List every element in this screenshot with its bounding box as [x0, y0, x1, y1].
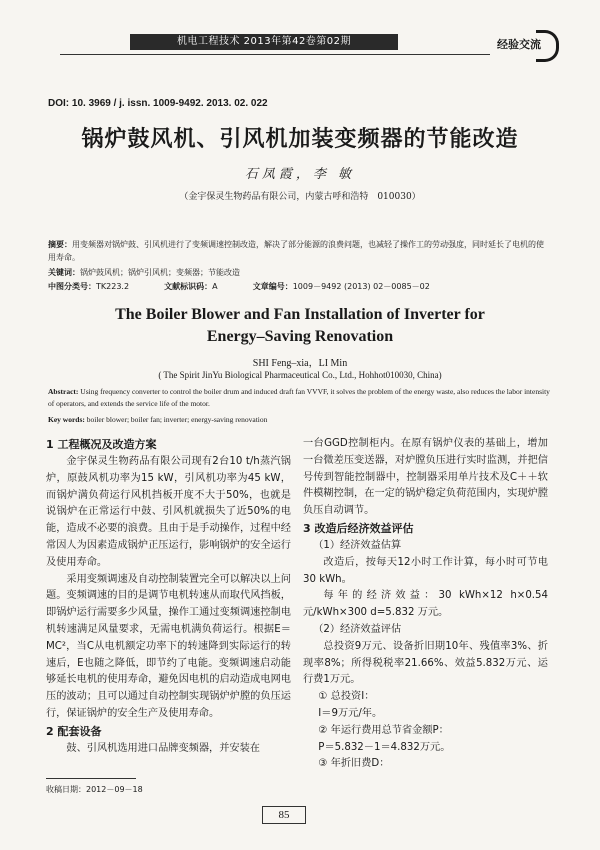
section-heading-3: 3 改造后经济效益评估	[303, 521, 414, 535]
clc-value: TK223.2	[96, 282, 130, 291]
header-divider	[60, 54, 490, 55]
subsection-3-2-paragraph-1: 总投资9万元、设备折旧期10年、残值率3%、折现率8%；所得税税率21.66%、效益5.832万元、运行费1万元。	[303, 640, 548, 686]
authors-en: SHI Feng–xia，LI Min	[252, 358, 348, 369]
item-annual-depreciation: ③ 年折旧费D：	[318, 758, 390, 770]
authors-cn: 石凤霞，李 敏	[244, 167, 356, 182]
abstract-en-text: Using frequency converter to control the boiler drum and induced draft fan VVVF, it solves the problem of the energy waste, also reduces the labor intensity of operators, and extends the service life of the motor.	[48, 387, 550, 408]
received-date: 收稿日期：2012－09－18	[46, 785, 143, 794]
body-column-right	[303, 436, 548, 773]
keywords-en	[48, 414, 556, 426]
equation-total-investment: I＝9万元/年。	[318, 707, 383, 719]
item-annual-savings: ② 年运行费用总节省金额P：	[318, 724, 449, 736]
article-number-value: 1009－9492 (2013) 02－0085－02	[292, 282, 430, 291]
doc-code-value: A	[212, 282, 218, 291]
keywords-cn-label: 关键词：	[48, 268, 80, 277]
section-tag-arc-icon	[536, 30, 559, 62]
section-heading-1: 1 工程概况及改造方案	[46, 438, 157, 451]
abstract-en	[48, 386, 556, 410]
subsection-3-2: （2）经济效益评估	[313, 623, 402, 635]
section-tag: 经验交流	[497, 38, 541, 51]
abstract-cn	[48, 238, 548, 264]
item-total-investment: ① 总投资I：	[318, 691, 375, 703]
section-2-paragraph-1-cont: 一台GGD控制柜内。在原有锅炉仪表的基础上，增加一台微差压变送器，对炉膛负压进行实时监测，并把信号传到智能控制器中，控制器采用单片技术及C＋＋软件模糊控制，在一定的锅炉稳定负荷范围内，实现炉膛负压自动调节。	[303, 438, 548, 517]
abstract-cn-text: 用变频器对锅炉鼓、引风机进行了变频调速控制改造，解决了部分能源的浪费问题，也减轻了操作工的劳动强度，同时延长了电机的使用寿命。	[48, 240, 544, 262]
section-2-paragraph-1: 鼓、引风机选用进口品牌变频器，并安装在	[66, 742, 260, 754]
journal-header: 机电工程技术 2013年第42卷第02期	[130, 34, 398, 50]
section-heading-2: 2 配套设备	[46, 724, 102, 738]
abstract-en-label: Abstract:	[48, 387, 79, 396]
clc-label: 中图分类号：	[48, 282, 96, 291]
keywords-cn	[48, 266, 548, 279]
equation-annual-savings: P＝5.832－1＝4.832万元。	[318, 741, 451, 753]
footnote-divider	[46, 778, 136, 779]
classification-line	[48, 280, 548, 293]
subsection-3-1-paragraph-2: 每年的经济效益：30 kWh×12 h×0.54 元/kWh×300 d=5.832 万元。	[303, 590, 548, 619]
title-en-line1: The Boiler Blower and Fan Installation of Inverter for	[115, 306, 485, 323]
page-title: 锅炉鼓风机、引风机加装变频器的节能改造	[81, 127, 519, 152]
affiliation-cn: （金宇保灵生物药品有限公司，内蒙古呼和浩特 010030）	[179, 192, 421, 202]
article-number-label: 文章编号：	[252, 282, 293, 291]
keywords-en-text: boiler blower; boiler fan; inverter; energy-saving renovation	[86, 415, 268, 424]
keywords-en-label: Key words:	[48, 415, 85, 424]
affiliation-en: ( The Spirit JinYu Biological Pharmaceutical Co., Ltd., Hohhot010030, China)	[158, 370, 442, 380]
section-1-paragraph-1: 金宇保灵生物药品有限公司现有2台10 t/h蒸汽锅炉，原鼓风机功率为15 kW，引风机功率为45 kW，而锅炉满负荷运行风机挡板开度不大于50%，也就是说锅炉在正常运行中鼓、引风机就损失了近50%的电能，造成不必要的浪费。且由于是手动操作，过程中经常因人为因素造成锅炉正压运行，影响锅炉的安全运行及使用寿命。	[46, 456, 291, 568]
subsection-3-1-paragraph-1: 改造后，按每天12小时工作计算，每小时可节电30 kWh。	[303, 556, 548, 585]
title-en-line2: Energy–Saving Renovation	[206, 328, 394, 345]
abstract-cn-label: 摘要：	[48, 240, 72, 249]
keywords-cn-text: 锅炉鼓风机；锅炉引风机；变频器；节能改造	[80, 268, 240, 277]
page-number: 85	[262, 806, 306, 824]
section-1-paragraph-2: 采用变频调速及自动控制装置完全可以解决以上问题。变频调速的目的是调节电机转速从而取代风挡板，即锅炉运行需要多少风量，操作工通过变频调速控制电机转速满足风量要求，无需电机满负荷运行。根据E＝MC²，当C从电机额定功率下的转速降到实际运行的转速后，E也随之降低，即节约了电能。变频调速启动能够延长电机的使用寿命，避免因电机的启动造成电网电压的波动；且可以通过自动控制实现锅炉炉膛的负压运行，保证锅炉的安全生产及使用寿命。	[46, 573, 291, 719]
body-column-left	[46, 436, 291, 758]
doi: DOI: 10. 3969 / j. issn. 1009-9492. 2013. 02. 022	[48, 98, 268, 109]
subsection-3-1: （1）经济效益估算	[313, 539, 402, 551]
doc-code-label: 文献标识码：	[164, 282, 213, 291]
